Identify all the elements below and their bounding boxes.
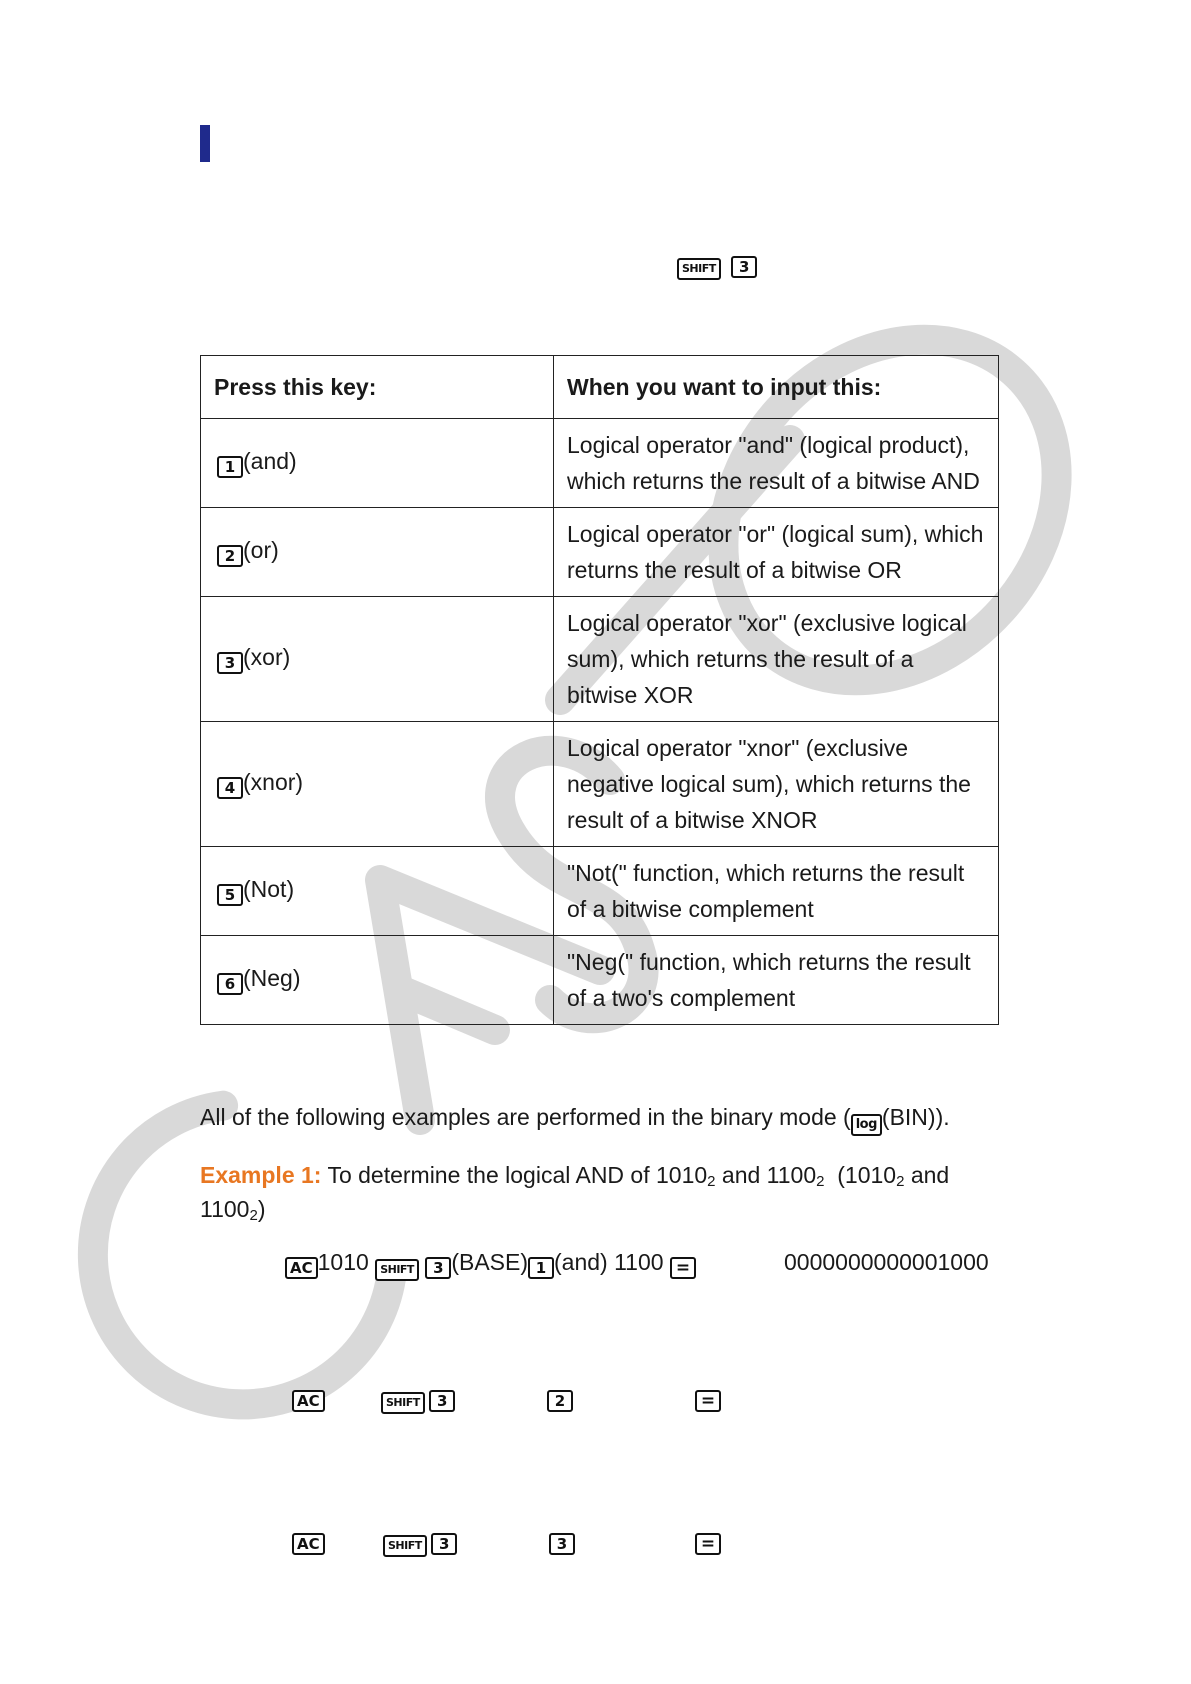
example-2-equals	[695, 1390, 721, 1412]
example-2-shift-3	[381, 1390, 455, 1414]
key-1: 1	[217, 456, 243, 478]
row-key-label: (xor)	[243, 644, 291, 670]
key-5: 5	[217, 884, 243, 906]
example-3-shift-3	[383, 1533, 457, 1557]
key-3: 3	[549, 1533, 575, 1555]
table-row	[201, 597, 999, 722]
row-description: Logical operator "xnor" (exclusive negative logical sum), which returns the result of a bitwise XNOR	[554, 722, 999, 847]
key-1: 1	[528, 1257, 554, 1279]
key-2: 2	[217, 545, 243, 567]
table-row	[201, 508, 999, 597]
shift-key: SHIFT	[383, 1535, 427, 1557]
key-3: 3	[431, 1533, 457, 1555]
ac-key: AC	[292, 1390, 325, 1412]
shift-key: SHIFT	[677, 258, 721, 280]
example-3-key-3	[549, 1533, 575, 1555]
key-3: 3	[217, 652, 243, 674]
table-row	[201, 419, 999, 508]
table-row	[201, 847, 999, 936]
equals-key: =	[695, 1533, 721, 1555]
example-1-result: 0000000000001000	[784, 1249, 989, 1275]
row-description: Logical operator "xor" (exclusive logical sum), which returns the result of a bitwise XOR	[554, 597, 999, 722]
section-marker-bar	[200, 125, 210, 162]
header-press-key: Press this key:	[201, 356, 554, 419]
row-description: "Not(" function, which returns the result of a bitwise complement	[554, 847, 999, 936]
key-6: 6	[217, 973, 243, 995]
row-key-label: (or)	[243, 537, 279, 563]
example-label: Example 1:	[200, 1162, 322, 1188]
table-row	[201, 936, 999, 1025]
example-3-equals	[695, 1533, 721, 1555]
row-description: Logical operator "and" (logical product), which returns the result of a bitwise AND	[554, 419, 999, 508]
table-row	[201, 722, 999, 847]
row-description: Logical operator "or" (logical sum), which returns the result of a bitwise OR	[554, 508, 999, 597]
key-4: 4	[217, 777, 243, 799]
header-input: When you want to input this:	[554, 356, 999, 419]
example-1-key-sequence: AC 1010 SHIFT 3 (BASE) 1 (and) 1100 =	[285, 1245, 696, 1281]
example-1-heading: Example 1: To determine the logical AND of $1010_2$ and $1100_2$ ($1010_2$ and $1100_2$)	[200, 1162, 950, 1224]
log-key: log	[851, 1114, 882, 1136]
table-header-row	[201, 356, 999, 419]
row-key-label: (Neg)	[243, 965, 301, 991]
key-3: 3	[425, 1257, 451, 1279]
row-key-label: (Not)	[243, 876, 295, 902]
row-key-label: (xnor)	[243, 769, 304, 795]
key-2: 2	[547, 1390, 573, 1412]
row-description: "Neg(" function, which returns the result of a two's complement	[554, 936, 999, 1025]
binary-mode-note: All of the following examples are performed in the binary mode ( log (BIN)).	[200, 1100, 950, 1136]
base-menu-key-sequence	[677, 256, 757, 280]
key-3: 3	[429, 1390, 455, 1412]
shift-key: SHIFT	[375, 1259, 419, 1281]
equals-key: =	[670, 1257, 696, 1279]
example-3-ac-key	[292, 1533, 325, 1555]
example-2-key-2	[547, 1390, 573, 1412]
logical-operators-table	[200, 355, 999, 1025]
ac-key: AC	[285, 1257, 318, 1279]
row-key-label: (and)	[243, 448, 297, 474]
ac-key: AC	[292, 1533, 325, 1555]
key-3: 3	[731, 256, 757, 278]
equals-key: =	[695, 1390, 721, 1412]
example-2-ac-key	[292, 1390, 325, 1412]
shift-key: SHIFT	[381, 1392, 425, 1414]
